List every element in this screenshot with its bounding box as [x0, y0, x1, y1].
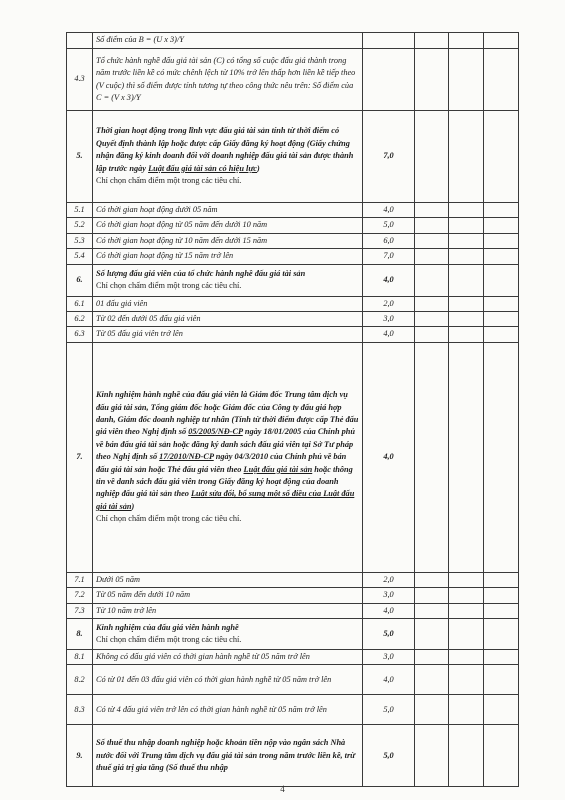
criterion-heading: [96, 737, 359, 774]
score-cell: [449, 572, 484, 587]
max-points: 5,0: [363, 695, 415, 725]
criterion-text: Tổ chức hành nghề đấu giá tài sản (C) có tổng số cuộc đấu giá thành trong năm trước liền kề có mức chênh lệch từ 10% trở lên thấp hơn liền kề tiếp theo (V cuộc) thì số điểm được tính tương tự theo công thức nêu trên: Số điểm của C = (V x 3)/Y: [93, 49, 363, 111]
criteria-table: [66, 32, 519, 787]
score-cell: [449, 33, 484, 49]
table-row: [67, 111, 519, 203]
score-cell: [484, 49, 519, 111]
score-cell: [449, 695, 484, 725]
criterion-text: 01 đấu giá viên: [93, 296, 363, 311]
row-number: 8.: [67, 619, 93, 650]
criterion-heading: [96, 268, 359, 280]
legal-reference-link: 17/2010/NĐ-CP: [159, 452, 214, 462]
max-points: 3,0: [363, 312, 415, 327]
score-cell: [484, 725, 519, 787]
criteria-table-body: [67, 33, 519, 787]
table-row: [67, 603, 519, 618]
row-number: 6.1: [67, 296, 93, 311]
score-cell: [449, 619, 484, 650]
max-points: 3,0: [363, 650, 415, 665]
criterion-heading: [96, 622, 359, 634]
max-points: 7,0: [363, 249, 415, 264]
score-cell: [484, 249, 519, 264]
max-points: [363, 49, 415, 111]
score-cell: [415, 49, 449, 111]
score-cell: [484, 650, 519, 665]
criterion-text: [93, 725, 363, 787]
score-cell: [449, 603, 484, 618]
selection-note: Chỉ chọn chấm điểm một trong các tiêu chí.: [96, 176, 242, 186]
score-cell: [484, 572, 519, 587]
criterion-text: Từ 10 năm trở lên: [93, 603, 363, 618]
criterion-text: Có thời gian hoạt động từ 05 năm đến dưới 10 năm: [93, 218, 363, 233]
max-points: 5,0: [363, 619, 415, 650]
max-points: 4,0: [363, 264, 415, 296]
criterion-text: Có từ 4 đấu giá viên trở lên có thời gian hành nghề từ 05 năm trở lên: [93, 695, 363, 725]
score-cell: [449, 327, 484, 342]
score-cell: [484, 665, 519, 695]
table-row: [67, 218, 519, 233]
score-cell: [484, 296, 519, 311]
row-number: 9.: [67, 725, 93, 787]
criterion-text: [93, 264, 363, 296]
page-number: 4: [280, 784, 285, 794]
row-number: 8.1: [67, 650, 93, 665]
legal-reference-link: 05/2005/NĐ-CP: [188, 427, 243, 437]
criterion-text: Từ 02 đến dưới 05 đấu giá viên: [93, 312, 363, 327]
criterion-heading: [96, 125, 359, 175]
score-cell: [415, 264, 449, 296]
max-points: [363, 33, 415, 49]
selection-note: Chỉ chọn chấm điểm một trong các tiêu chí.: [96, 514, 242, 524]
score-cell: [449, 249, 484, 264]
score-cell: [484, 603, 519, 618]
row-number: 5.3: [67, 233, 93, 248]
criterion-text: [93, 342, 363, 572]
row-number: 6.2: [67, 312, 93, 327]
score-cell: [415, 650, 449, 665]
score-cell: [415, 588, 449, 603]
heading-text: Số lượng đấu giá viên của tổ chức hành nghề đấu giá tài sản: [96, 268, 306, 278]
row-number: 7.1: [67, 572, 93, 587]
table-row: [67, 725, 519, 787]
score-cell: [415, 203, 449, 218]
criterion-text: [93, 111, 363, 203]
score-cell: [415, 218, 449, 233]
legal-reference-link: Luật sửa đổi, bổ sung một số điều của Luật đấu giá tài sản: [96, 489, 355, 511]
table-row: [67, 296, 519, 311]
score-cell: [415, 312, 449, 327]
criterion-text: Từ 05 đấu giá viên trở lên: [93, 327, 363, 342]
table-row: [67, 665, 519, 695]
score-cell: [484, 33, 519, 49]
table-row: [67, 572, 519, 587]
score-cell: [484, 327, 519, 342]
heading-text: ): [131, 501, 135, 511]
score-cell: [449, 111, 484, 203]
score-cell: [484, 588, 519, 603]
row-number: 7.3: [67, 603, 93, 618]
criterion-text: Có thời gian hoạt động từ 15 năm trở lên: [93, 249, 363, 264]
table-row: [67, 33, 519, 49]
score-cell: [484, 264, 519, 296]
row-number: 8.3: [67, 695, 93, 725]
table-row: [67, 312, 519, 327]
criterion-text: Không có đấu giá viên có thời gian hành nghề từ 05 năm trở lên: [93, 650, 363, 665]
table-row: [67, 327, 519, 342]
max-points: 5,0: [363, 725, 415, 787]
table-row: [67, 233, 519, 248]
table-row: [67, 203, 519, 218]
selection-note: Chỉ chọn chấm điểm một trong các tiêu chí.: [96, 281, 242, 291]
score-cell: [449, 203, 484, 218]
table-row: [67, 619, 519, 650]
score-cell: [449, 49, 484, 111]
score-cell: [449, 650, 484, 665]
row-number: 5.2: [67, 218, 93, 233]
score-cell: [449, 588, 484, 603]
row-number: 5.1: [67, 203, 93, 218]
max-points: 4,0: [363, 603, 415, 618]
score-cell: [484, 312, 519, 327]
heading-text: ngày 18/01/2005 của Chính phủ về bán đấu giá tài sản hoặc đăng ký danh sách đấu giá viên tại Sở Tư pháp theo Nghị định số: [96, 427, 356, 462]
table-row: [67, 249, 519, 264]
table-row: [67, 695, 519, 725]
score-cell: [415, 603, 449, 618]
criterion-text: Số điểm của B = (U x 3)/Y: [93, 33, 363, 49]
score-cell: [449, 665, 484, 695]
row-number: 7.2: [67, 588, 93, 603]
score-cell: [415, 111, 449, 203]
max-points: 2,0: [363, 296, 415, 311]
score-cell: [484, 695, 519, 725]
score-cell: [415, 249, 449, 264]
criterion-text: Có thời gian hoạt động dưới 05 năm: [93, 203, 363, 218]
score-cell: [484, 203, 519, 218]
max-points: 3,0: [363, 588, 415, 603]
criterion-text: [93, 619, 363, 650]
max-points: 7,0: [363, 111, 415, 203]
table-row: [67, 342, 519, 572]
heading-text: Kinh nghiệm hành nghề của đấu giá viên là Giám đốc Trung tâm dịch vụ đấu giá tài sản, Tổng giám đốc hoặc Giám đốc của Công ty đấu giá hợp danh, Giám đốc doanh nghiệp tư nhân (Tính từ thời điểm được cấp Thẻ đấu giá viên theo Nghị định số: [96, 390, 359, 437]
criterion-text: Có thời gian hoạt động từ 10 năm đến dưới 15 năm: [93, 233, 363, 248]
score-cell: [484, 111, 519, 203]
heading-text: Số thuế thu nhập doanh nghiệp hoặc khoản tiền nộp vào ngân sách Nhà nước đối với Trung tâm dịch vụ đấu giá tài sản trong năm trước liền kề, trừ thuế giá trị gia tăng (Số thuế thu nhập: [96, 738, 356, 773]
score-cell: [484, 233, 519, 248]
row-number: 8.2: [67, 665, 93, 695]
criterion-text: Từ 05 năm đến dưới 10 năm: [93, 588, 363, 603]
score-cell: [415, 233, 449, 248]
score-cell: [449, 218, 484, 233]
heading-text: Kinh nghiệm của đấu giá viên hành nghề: [96, 622, 239, 632]
score-cell: [449, 233, 484, 248]
score-cell: [415, 725, 449, 787]
score-cell: [484, 619, 519, 650]
score-cell: [484, 218, 519, 233]
score-cell: [415, 342, 449, 572]
legal-reference-link: Luật đấu giá tài sản: [243, 464, 313, 474]
max-points: 6,0: [363, 233, 415, 248]
score-cell: [415, 296, 449, 311]
legal-reference-link: Luật đấu giá tài sản có hiệu lực: [148, 163, 257, 173]
score-cell: [449, 296, 484, 311]
heading-text: ): [257, 163, 260, 173]
score-cell: [449, 312, 484, 327]
row-number: [67, 33, 93, 49]
heading-text: Thời gian hoạt động trong lĩnh vực đấu giá tài sản tính từ thời điểm có Quyết định thành lập hoặc được cấp Giấy đăng ký hoạt động (Giấy chứng nhận đăng ký kinh doanh đối với doanh nghiệp đấu giá tài sản được thành lập trước ngày: [96, 126, 354, 173]
max-points: 2,0: [363, 572, 415, 587]
row-number: 4.3: [67, 49, 93, 111]
table-row: [67, 264, 519, 296]
score-cell: [415, 572, 449, 587]
score-cell: [449, 264, 484, 296]
row-number: 6.: [67, 264, 93, 296]
criterion-text: Có từ 01 đến 03 đấu giá viên có thời gian hành nghề từ 05 năm trở lên: [93, 665, 363, 695]
score-cell: [415, 619, 449, 650]
row-number: 5.: [67, 111, 93, 203]
score-cell: [449, 342, 484, 572]
score-cell: [449, 725, 484, 787]
max-points: 4,0: [363, 327, 415, 342]
heading-text: hoặc thông tin về danh sách đấu giá viên trong Giấy đăng ký hoạt động của doanh nghiệp đấu giá tài sản theo: [96, 464, 353, 499]
max-points: 4,0: [363, 665, 415, 695]
row-number: 5.4: [67, 249, 93, 264]
row-number: 6.3: [67, 327, 93, 342]
table-row: [67, 49, 519, 111]
row-number: 7.: [67, 342, 93, 572]
max-points: 4,0: [363, 342, 415, 572]
score-cell: [415, 695, 449, 725]
max-points: 5,0: [363, 218, 415, 233]
criterion-text: Dưới 05 năm: [93, 572, 363, 587]
score-cell: [415, 33, 449, 49]
score-cell: [415, 665, 449, 695]
selection-note: Chỉ chọn chấm điểm một trong các tiêu chí.: [96, 635, 242, 645]
score-cell: [415, 327, 449, 342]
score-cell: [484, 342, 519, 572]
criterion-heading: [96, 389, 359, 513]
max-points: 4,0: [363, 203, 415, 218]
heading-text: ngày 04/3/2010 của Chính phủ về bán đấu giá tài sản hoặc Thẻ đấu giá viên theo: [96, 452, 347, 474]
table-row: [67, 650, 519, 665]
table-row: [67, 588, 519, 603]
